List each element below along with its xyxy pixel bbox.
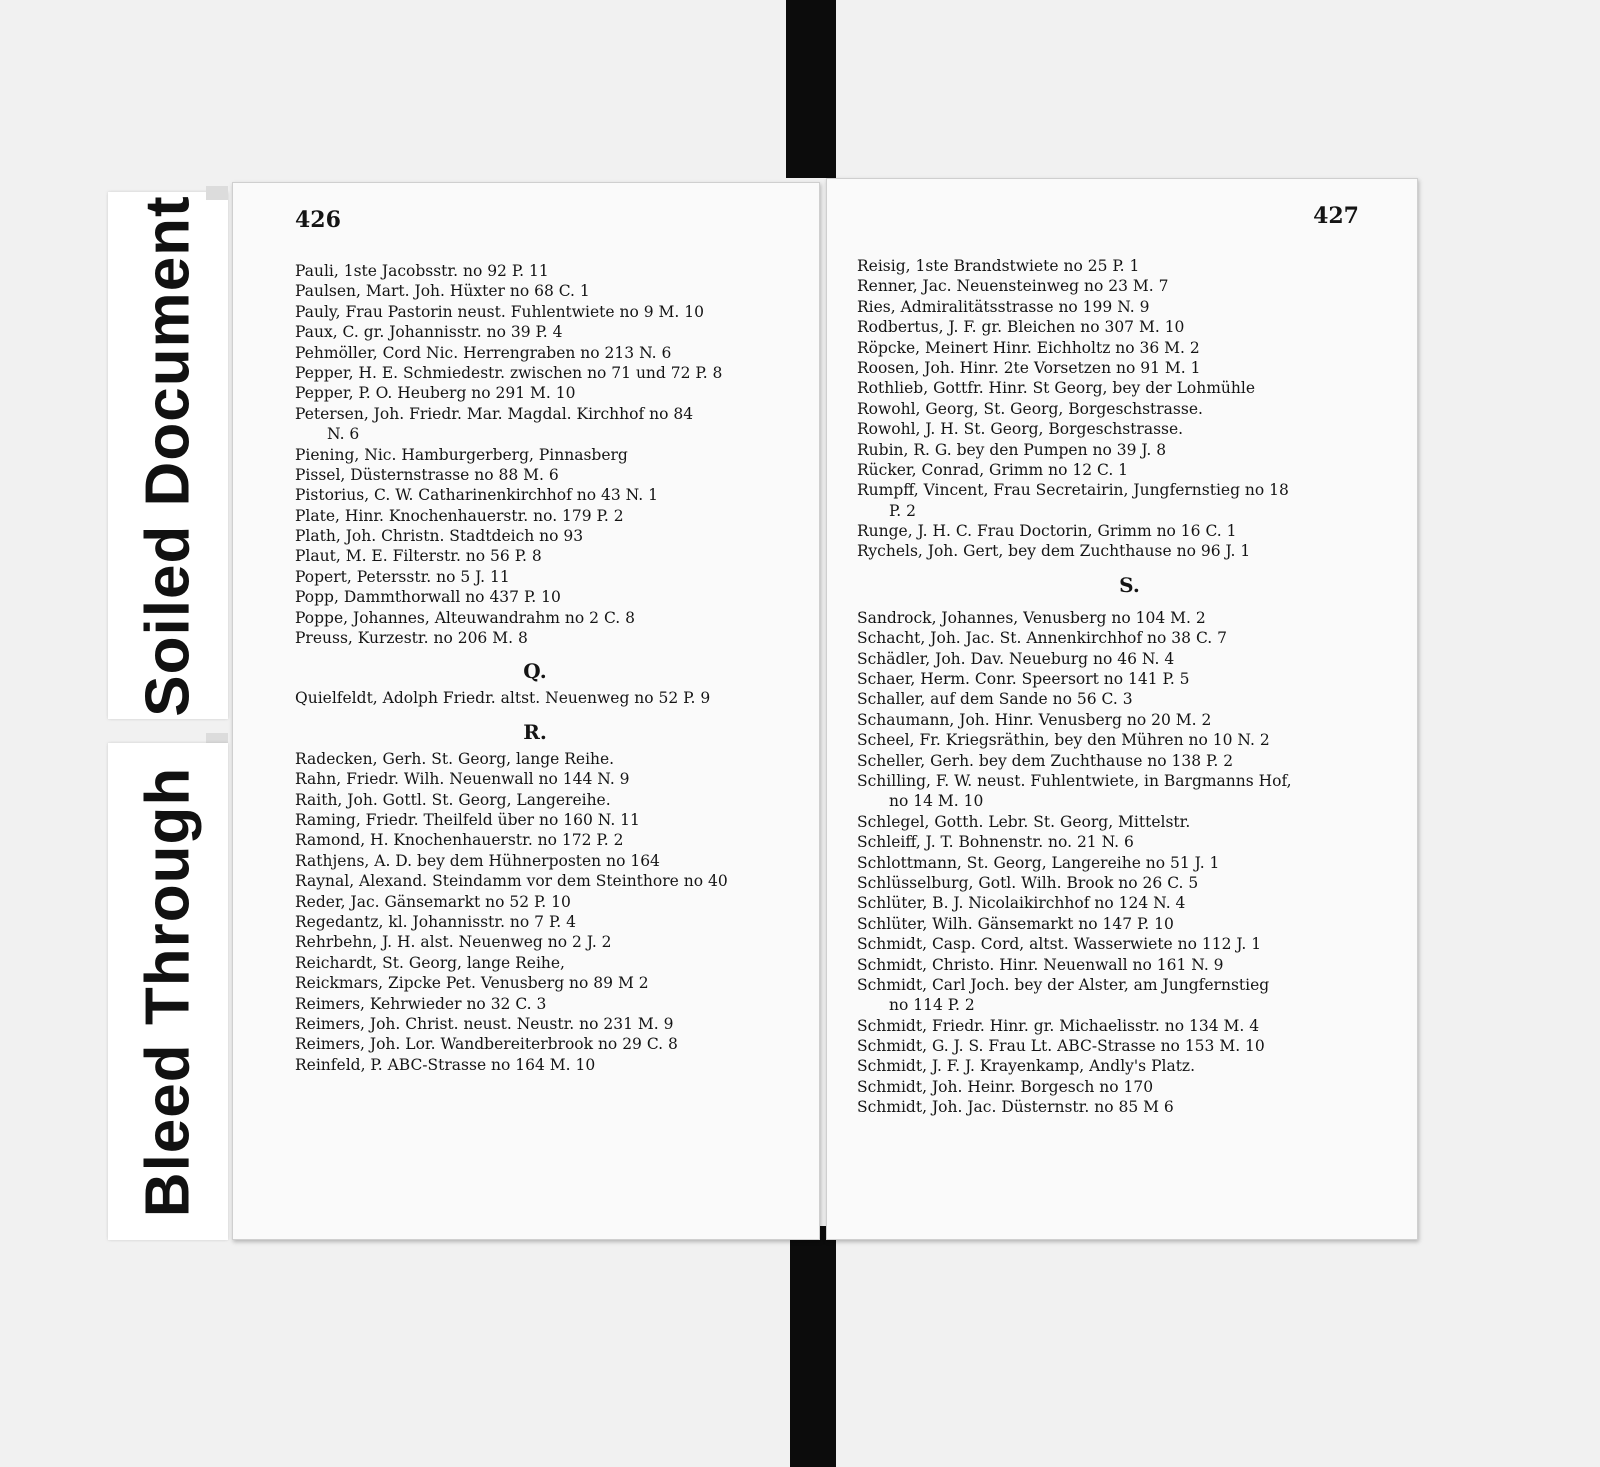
bleed-through-text: Bleed Through xyxy=(133,766,203,1217)
directory-entry: Schaer, Herm. Conr. Speersort no 141 P. 5 xyxy=(857,670,1190,689)
directory-entry: Pehmöller, Cord Nic. Herrengraben no 213 N. 6 xyxy=(295,343,672,362)
directory-entry: Paulsen, Mart. Joh. Hüxter no 68 C. 1 xyxy=(295,282,590,301)
directory-entry: Rowohl, Georg, St. Georg, Borgeschstrasse. xyxy=(857,399,1203,418)
directory-entry: Schmidt, Carl Joch. bey der Alster, am Jungfernstieg xyxy=(857,975,1270,994)
directory-entry: Scheller, Gerh. bey dem Zuchthause no 138 P. 2 xyxy=(857,751,1234,770)
directory-entry: Schmidt, J. F. J. Krayenkamp, Andly's Platz. xyxy=(857,1057,1196,1076)
directory-entry: Raith, Joh. Gottl. St. Georg, Langereihe. xyxy=(295,790,611,809)
section-heading-s: S. xyxy=(1119,572,1140,597)
binding-strip-top xyxy=(786,0,836,178)
directory-entry: Pepper, P. O. Heuberg no 291 M. 10 xyxy=(295,384,576,403)
directory-entry: Pissel, Düsternstrasse no 88 M. 6 xyxy=(295,465,559,484)
directory-entry: Petersen, Joh. Friedr. Mar. Magdal. Kirchhof no 84 xyxy=(295,404,694,423)
directory-entry: Renner, Jac. Neuensteinweg no 23 M. 7 xyxy=(857,277,1169,296)
right-page xyxy=(826,178,1418,1240)
page-number-left: 426 xyxy=(295,207,341,233)
directory-entry: Piening, Nic. Hamburgerberg, Pinnasberg xyxy=(295,445,628,464)
directory-entry-continuation: no 14 M. 10 xyxy=(889,792,984,811)
directory-entry: Schädler, Joh. Dav. Neueburg no 46 N. 4 xyxy=(857,649,1175,668)
left-page-entries xyxy=(295,261,815,1075)
directory-entry: Pepper, H. E. Schmiedestr. zwischen no 71 und 72 P. 8 xyxy=(295,363,723,382)
directory-entry: Runge, J. H. C. Frau Doctorin, Grimm no 16 C. 1 xyxy=(857,522,1237,541)
directory-entry: Schaller, auf dem Sande no 56 C. 3 xyxy=(857,690,1133,709)
directory-entry: Schmidt, Casp. Cord, altst. Wasserwiete no 112 J. 1 xyxy=(857,935,1262,954)
label-tab-top xyxy=(206,186,228,200)
directory-entry: Paux, C. gr. Johannisstr. no 39 P. 4 xyxy=(295,323,563,342)
directory-entry: Reimers, Kehrwieder no 32 C. 3 xyxy=(295,994,547,1013)
directory-entry: Raynal, Alexand. Steindamm vor dem Steinthore no 40 xyxy=(295,872,728,891)
directory-entry: Rahn, Friedr. Wilh. Neuenwall no 144 N. 9 xyxy=(295,770,630,789)
directory-entry-continuation: no 114 P. 2 xyxy=(889,996,975,1015)
directory-entry: Rodbertus, J. F. gr. Bleichen no 307 M. 10 xyxy=(857,318,1185,337)
directory-entry: Schlüter, B. J. Nicolaikirchhof no 124 N. 4 xyxy=(857,894,1186,913)
directory-entry: Reder, Jac. Gänsemarkt no 52 P. 10 xyxy=(295,892,571,911)
directory-entry: Schlüsselburg, Gotl. Wilh. Brook no 26 C. 5 xyxy=(857,873,1199,892)
directory-entry: Rumpff, Vincent, Frau Secretairin, Jungfernstieg no 18 xyxy=(857,481,1289,500)
directory-entry: Ries, Admiralitätsstrasse no 199 N. 9 xyxy=(857,297,1150,316)
directory-entry: Reinfeld, P. ABC-Strasse no 164 M. 10 xyxy=(295,1055,596,1074)
directory-entry: Poppe, Johannes, Alteuwandrahm no 2 C. 8 xyxy=(295,608,635,627)
directory-entry: Schmidt, Christo. Hinr. Neuenwall no 161 N. 9 xyxy=(857,955,1224,974)
soiled-document-label xyxy=(108,192,228,719)
directory-entry: Plaut, M. E. Filterstr. no 56 P. 8 xyxy=(295,547,542,566)
directory-entry: Preuss, Kurzestr. no 206 M. 8 xyxy=(295,629,528,648)
section-heading-q: Q. xyxy=(523,659,547,684)
left-page xyxy=(232,182,820,1240)
directory-entry: Popp, Dammthorwall no 437 P. 10 xyxy=(295,588,561,607)
directory-entry: Rehrbehn, J. H. alst. Neuenweg no 2 J. 2 xyxy=(295,933,612,952)
directory-entry: Reisig, 1ste Brandstwiete no 25 P. 1 xyxy=(857,257,1140,275)
directory-entry: Schlegel, Gotth. Lebr. St. Georg, Mittelstr. xyxy=(857,812,1191,831)
directory-entry: Quielfeldt, Adolph Friedr. altst. Neuenweg no 52 P. 9 xyxy=(295,689,711,708)
directory-entry: Reimers, Joh. Lor. Wandbereiterbrook no 29 C. 8 xyxy=(295,1035,678,1054)
directory-entry: Schlüter, Wilh. Gänsemarkt no 147 P. 10 xyxy=(857,914,1174,933)
directory-entry: Rubin, R. G. bey den Pumpen no 39 J. 8 xyxy=(857,440,1167,459)
directory-entry: Scheel, Fr. Kriegsräthin, bey den Mühren no 10 N. 2 xyxy=(857,731,1270,750)
right-page-entries xyxy=(857,256,1402,1118)
directory-entry: Schlottmann, St. Georg, Langereihe no 51 J. 1 xyxy=(857,853,1220,872)
soiled-document-text: Soiled Document xyxy=(133,194,203,717)
directory-entry: Popert, Petersstr. no 5 J. 11 xyxy=(295,567,510,586)
directory-entry: Sandrock, Johannes, Venusberg no 104 M. 2 xyxy=(857,608,1206,627)
directory-entry: Roosen, Joh. Hinr. 2te Vorsetzen no 91 M. 1 xyxy=(857,358,1201,377)
directory-entry: Raming, Friedr. Theilfeld über no 160 N. 11 xyxy=(295,810,640,829)
directory-entry: Reichardt, St. Georg, lange Reihe, xyxy=(295,953,565,972)
directory-entry: Schmidt, Joh. Jac. Düsternstr. no 85 M 6 xyxy=(857,1098,1174,1117)
directory-entry: Schacht, Joh. Jac. St. Annenkirchhof no 38 C. 7 xyxy=(857,629,1227,648)
directory-entry: Pauly, Frau Pastorin neust. Fuhlentwiete no 9 M. 10 xyxy=(295,302,704,321)
directory-entry: Schilling, F. W. neust. Fuhlentwiete, in Bargmanns Hof, xyxy=(857,771,1292,790)
directory-entry: Plath, Joh. Christn. Stadtdeich no 93 xyxy=(295,527,584,546)
directory-entry: Schleiff, J. T. Bohnenstr. no. 21 N. 6 xyxy=(857,833,1134,852)
directory-entry: Schmidt, Friedr. Hinr. gr. Michaelisstr. no 134 M. 4 xyxy=(857,1016,1260,1035)
binding-strip-bottom xyxy=(790,1226,836,1467)
directory-entry: Reickmars, Zipcke Pet. Venusberg no 89 M 2 xyxy=(295,974,649,993)
bleed-through-label xyxy=(108,743,228,1240)
directory-entry: Schmidt, G. J. S. Frau Lt. ABC-Strasse no 153 M. 10 xyxy=(857,1037,1265,1056)
directory-entry: Schmidt, Joh. Heinr. Borgesch no 170 xyxy=(857,1077,1154,1096)
directory-entry-continuation: N. 6 xyxy=(327,425,360,444)
section-heading-r: R. xyxy=(523,719,547,744)
directory-entry: Radecken, Gerh. St. Georg, lange Reihe. xyxy=(295,749,615,768)
directory-entry: Ramond, H. Knochenhauerstr. no 172 P. 2 xyxy=(295,831,624,850)
directory-entry: Schaumann, Joh. Hinr. Venusberg no 20 M. 2 xyxy=(857,710,1212,729)
directory-entry: Plate, Hinr. Knochenhauerstr. no. 179 P. 2 xyxy=(295,506,624,525)
directory-entry: Reimers, Joh. Christ. neust. Neustr. no 231 M. 9 xyxy=(295,1014,674,1033)
directory-entry: Pauli, 1ste Jacobsstr. no 92 P. 11 xyxy=(295,262,549,280)
directory-entry: Regedantz, kl. Johannisstr. no 7 P. 4 xyxy=(295,912,576,931)
directory-entry: Pistorius, C. W. Catharinenkirchhof no 43 N. 1 xyxy=(295,486,658,505)
directory-entry: Rathjens, A. D. bey dem Hühnerposten no 164 xyxy=(295,851,660,870)
directory-entry: Rücker, Conrad, Grimm no 12 C. 1 xyxy=(857,460,1129,479)
directory-entry: Rychels, Joh. Gert, bey dem Zuchthause no 96 J. 1 xyxy=(857,542,1251,561)
directory-entry: Rothlieb, Gottfr. Hinr. St Georg, bey der Lohmühle xyxy=(857,379,1256,398)
page-number-right: 427 xyxy=(1313,203,1359,229)
directory-entry-continuation: P. 2 xyxy=(889,501,917,520)
directory-entry: Röpcke, Meinert Hinr. Eichholtz no 36 M. 2 xyxy=(857,338,1200,357)
directory-entry: Rowohl, J. H. St. Georg, Borgeschstrasse. xyxy=(857,420,1184,439)
